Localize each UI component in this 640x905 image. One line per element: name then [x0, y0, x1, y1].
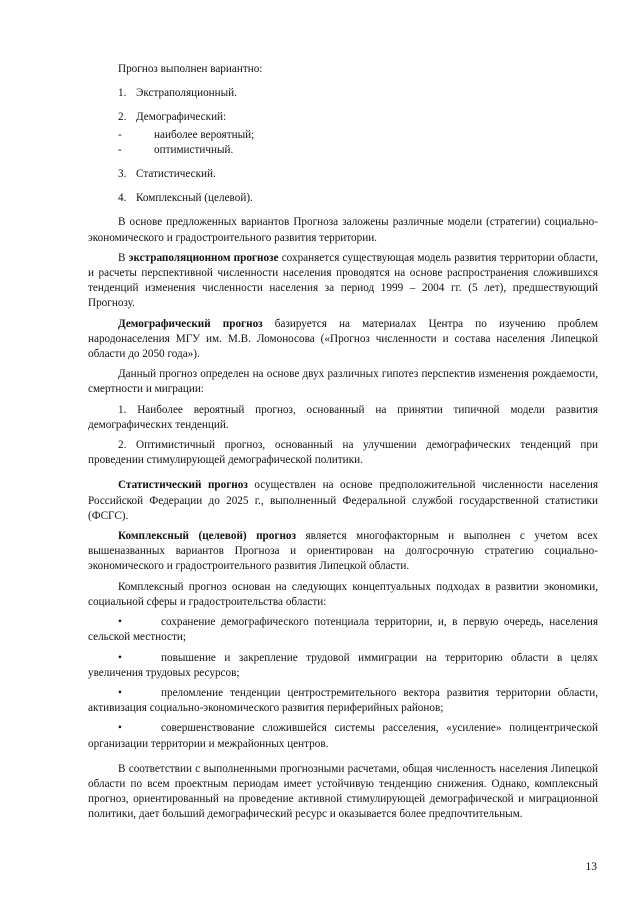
bullet-item-1: • сохранение демографического потенциала территории, и, в первую очередь, населения сельской местности;: [88, 616, 598, 644]
paragraph-concepts: Комплексный прогноз основан на следующих концептуальных подходах в развитии экономики, социальной сферы и градостроительства области:: [88, 580, 598, 608]
bullet-marker: •: [118, 616, 122, 629]
paragraph-extrapolation: В экстраполяционном прогнозе сохраняется существующая модель развития территории области, и расчеты перспективной численности населения проводятся на основе распространения сложившихся тенденций изменения численности населения за период 1999 – 2004 гг. (5 лет), предшествующий Прогнозу.: [88, 251, 598, 310]
paragraph-statistical: Статистический прогноз осуществлен на основе предположительной численности населения Российской Федерации до 2025 г., выполненный Федеральной службой государственной статистики (ФСГС).: [88, 479, 598, 522]
term-statistical: Статистический прогноз: [118, 479, 248, 492]
bullet-item-3: • преломление тенденции центростремительного вектора развития территории области, активизация социально-экономического развития периферийных районов;: [88, 686, 598, 715]
hypothesis-item-2: 2. Оптимистичный прогноз, основанный на улучшении демографических тенденций при проведении стимулирующей демографической политики.: [88, 439, 598, 467]
sub-item-optimistic: - оптимистичный.: [118, 143, 234, 156]
paragraph-basis: В основе предложенных вариантов Прогноза заложены различные модели (стратегии) социально-экономического и градостроительного развития территории.: [88, 216, 598, 244]
bullet-item-4: • совершенствование сложившейся системы расселения, «усиление» полицентрической организации территории и межрайонных центров.: [88, 722, 598, 750]
variant-item-2: 2. Демографический:: [118, 111, 227, 124]
bullet-marker: •: [118, 686, 122, 699]
variant-item-3: 3. Статистический.: [118, 168, 216, 181]
bullet-item-2: • повышение и закрепление трудовой иммиграции на территорию области в целях увеличения трудовых ресурсов;: [88, 651, 598, 679]
hypothesis-item-1: 1. Наиболее вероятный прогноз, основанный на принятии типичной модели развития демографических тенденций.: [88, 403, 598, 431]
variant-item-1: 1. Экстраполяционный.: [118, 87, 237, 100]
demographic-sublist: [88, 128, 598, 158]
term-demographic: Демографический прогноз: [118, 317, 263, 330]
variant-item-4: 4. Комплексный (целевой).: [118, 192, 253, 205]
term-complex: Комплексный (целевой) прогноз: [118, 530, 296, 543]
term-extrapolation: экстраполяционном прогнозе: [128, 251, 279, 264]
intro-line: Прогноз выполнен вариантно:: [118, 63, 263, 75]
bullet-marker: •: [118, 651, 122, 664]
paragraph-hypotheses: Данный прогноз определен на основе двух различных гипотез перспектив изменения рождаемости, смертности и миграции:: [88, 368, 598, 396]
sub-item-likely: - наиболее вероятный;: [118, 128, 255, 141]
paragraph-demographic: Демографический прогноз базируется на материалах Центра по изучению проблем народонаселения МГУ им. М.В. Ломоносова («Прогноз численности и состава населения Липецкой области до 2050 года»).: [88, 317, 598, 361]
paragraph-conclusion: В соответствии с выполненными прогнозными расчетами, общая численность населения Липецкой области по всем проектным периодам имеет устойчивую тенденцию снижения. Однако, комплексный прогноз, ориентированный на проведение активной стимулирующей демографической и миграционной политики, дает больший демографический ресурс и оказывается более предпочтительным.: [88, 762, 598, 821]
paragraph-complex: Комплексный (целевой) прогноз является многофакторным и выполнен с учетом всех вышеназванных вариантов Прогноза и ориентирован на долгосрочную стратегию социально-экономического и градостроительного развития Липецкой области.: [88, 530, 599, 573]
page-number: 13: [585, 861, 597, 873]
bullet-marker: •: [118, 722, 122, 735]
